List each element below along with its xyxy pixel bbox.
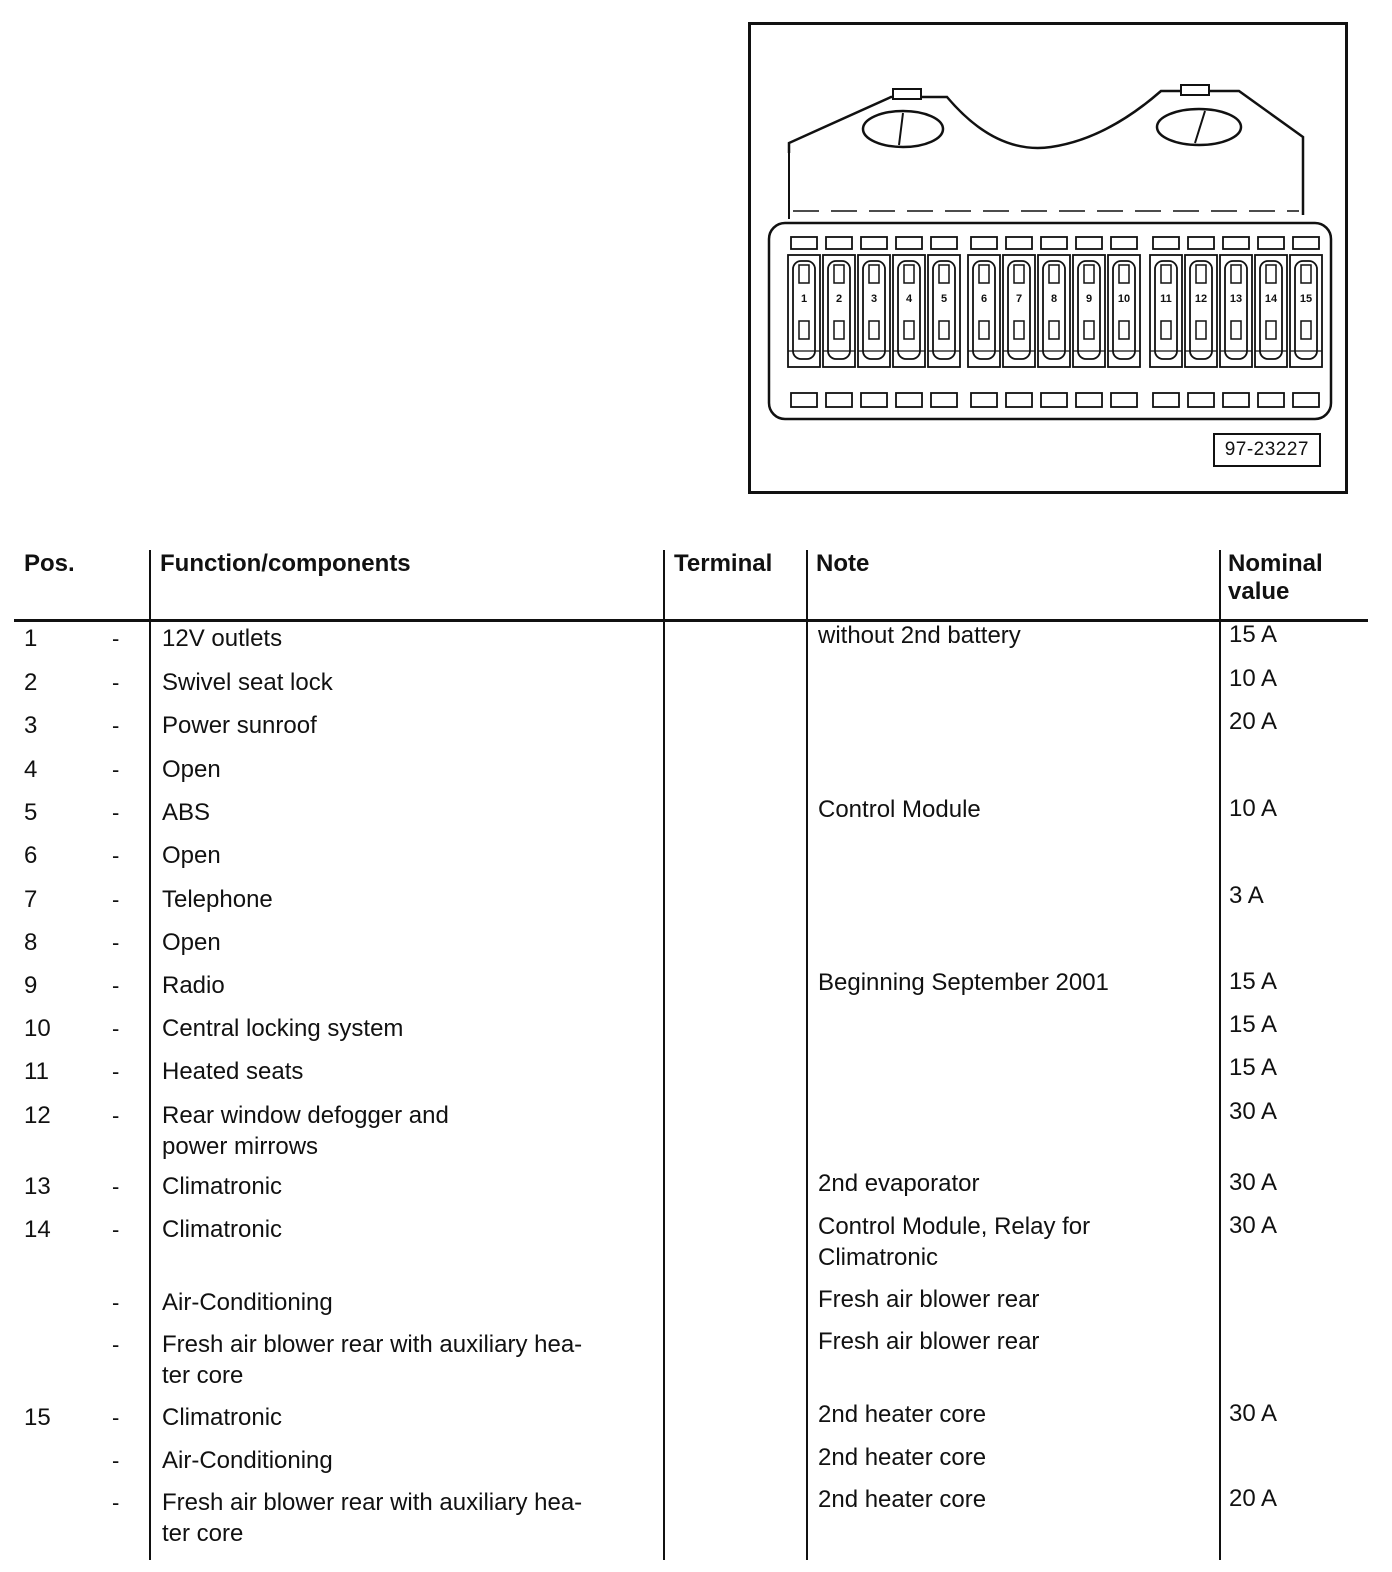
fuse-terminal-bottom	[1266, 321, 1276, 339]
fuse-terminal-top	[1161, 265, 1171, 283]
row-function: ABS	[162, 799, 211, 826]
fuse-terminal-top	[834, 265, 844, 283]
fuse-bottom-slot	[1293, 393, 1319, 407]
fuse-number-label: 3	[870, 293, 878, 305]
fuse-terminal-bottom	[1084, 321, 1094, 339]
fuse-number-label: 6	[980, 293, 988, 305]
fuse-terminal-bottom	[939, 321, 949, 339]
fuse-top-slot	[1188, 237, 1214, 249]
row-position: 9	[24, 972, 38, 999]
row-function: Climatronic	[162, 1216, 283, 1243]
row-note: 2nd heater core	[818, 1486, 987, 1513]
fuse-terminal-bottom	[1049, 321, 1059, 339]
fuse-terminal-top	[869, 265, 879, 283]
row-function: Open	[162, 756, 221, 783]
row-dash: -	[112, 626, 120, 651]
row-dash: -	[112, 1103, 120, 1128]
fuse-top-slot	[791, 237, 817, 249]
row-position: 11	[24, 1058, 49, 1085]
fuse-terminal-top	[939, 265, 949, 283]
row-function: Fresh air blower rear with auxiliary hea- ter core	[162, 1489, 583, 1547]
row-function: Air-Conditioning	[162, 1447, 333, 1474]
row-position: 14	[24, 1216, 51, 1243]
fuse-number-label: 1	[800, 293, 808, 305]
row-position: 3	[24, 712, 38, 739]
row-note: Fresh air blower rear	[818, 1286, 1040, 1313]
row-dash: -	[112, 1290, 120, 1315]
row-note: 2nd heater core	[818, 1444, 987, 1471]
fuse-bottom-slot	[971, 393, 997, 407]
fuse-terminal-bottom	[834, 321, 844, 339]
fuse-terminal-bottom	[1231, 321, 1241, 339]
fuse-number-label: 13	[1229, 293, 1243, 305]
fuse-number-label: 2	[835, 293, 843, 305]
fuse-terminal-bottom	[1119, 321, 1129, 339]
row-nominal-value: 30 A	[1229, 1212, 1278, 1239]
row-position: 5	[24, 799, 38, 826]
fuse-terminal-top	[1231, 265, 1241, 283]
row-dash: -	[112, 1448, 120, 1473]
fuse-bottom-slot	[1188, 393, 1214, 407]
row-function: Power sunroof	[162, 712, 317, 739]
fuse-bottom-slot	[791, 393, 817, 407]
row-function: Telephone	[162, 886, 273, 913]
fuse-bottom-slot	[1111, 393, 1137, 407]
fuse-number-label: 8	[1050, 293, 1058, 305]
fuse-terminal-bottom	[1196, 321, 1206, 339]
fuse-number-label: 5	[940, 293, 948, 305]
fuse-top-slot	[826, 237, 852, 249]
fuse-number-label: 4	[905, 293, 913, 305]
row-position: 10	[24, 1015, 51, 1042]
row-note: without 2nd battery	[818, 622, 1021, 649]
row-position: 4	[24, 756, 38, 783]
row-position: 1	[24, 625, 38, 652]
fuse-number-label: 11	[1160, 293, 1172, 305]
fuse-number-label: 12	[1194, 293, 1208, 305]
row-function: Open	[162, 929, 221, 956]
row-note: 2nd heater core	[818, 1401, 987, 1428]
row-nominal-value: 30 A	[1229, 1400, 1278, 1427]
fuse-terminal-bottom	[869, 321, 879, 339]
fuse-terminal-bottom	[979, 321, 989, 339]
fuse-number-label: 10	[1117, 293, 1131, 305]
row-dash: -	[112, 1217, 120, 1242]
fuse-terminal-top	[1196, 265, 1206, 283]
row-dash: -	[112, 670, 120, 695]
row-nominal-value: 15 A	[1229, 1011, 1278, 1038]
fuse-terminal-top	[799, 265, 809, 283]
bracket-tab-left	[893, 89, 921, 99]
header-terminal: Terminal	[674, 550, 773, 577]
row-function: Heated seats	[162, 1058, 304, 1085]
row-note: Fresh air blower rear	[818, 1328, 1040, 1355]
header-pos: Pos.	[24, 550, 75, 577]
fuse-top-slot	[1258, 237, 1284, 249]
header-nominal-line2: value	[1228, 578, 1290, 605]
fuse-bottom-slot	[1223, 393, 1249, 407]
header-note: Note	[816, 550, 870, 577]
row-dash: -	[112, 1405, 120, 1430]
row-position: 2	[24, 669, 38, 696]
fuse-terminal-top	[1049, 265, 1059, 283]
row-nominal-value: 10 A	[1229, 795, 1278, 822]
row-dash: -	[112, 973, 120, 998]
fuse-terminal-bottom	[1161, 321, 1171, 339]
fuse-top-slot	[1006, 237, 1032, 249]
fuse-terminal-top	[1266, 265, 1276, 283]
bracket-outline	[789, 91, 1303, 215]
fuse-terminal-bottom	[1301, 321, 1311, 339]
fuse-terminal-top	[904, 265, 914, 283]
row-dash: -	[112, 757, 120, 782]
column-rule-terminal	[663, 550, 665, 1560]
fuse-top-slot	[1041, 237, 1067, 249]
fuse-bottom-slot	[896, 393, 922, 407]
fuse-terminal-top	[1301, 265, 1311, 283]
fuse-terminal-top	[979, 265, 989, 283]
row-nominal-value: 20 A	[1229, 1485, 1278, 1512]
fuse-bottom-slot	[861, 393, 887, 407]
fuse-terminal-top	[1119, 265, 1129, 283]
row-dash: -	[112, 843, 120, 868]
fuse-top-slot	[1076, 237, 1102, 249]
fuse-number-label: 14	[1264, 293, 1278, 305]
row-position: 15	[24, 1404, 51, 1431]
fuse-top-slot	[1293, 237, 1319, 249]
row-function: Rear window defogger and power mirrows	[162, 1102, 449, 1160]
row-dash: -	[112, 1332, 120, 1357]
fuse-number-label: 9	[1085, 293, 1093, 305]
header-function: Function/components	[160, 550, 411, 577]
fuse-box-figure	[748, 22, 1348, 494]
row-position: 6	[24, 842, 38, 869]
row-nominal-value: 30 A	[1229, 1169, 1278, 1196]
row-note: Control Module	[818, 796, 981, 823]
row-nominal-value: 20 A	[1229, 708, 1278, 735]
fuse-bottom-slot	[1258, 393, 1284, 407]
fuse-bottom-slot	[1076, 393, 1102, 407]
fuse-top-slot	[1153, 237, 1179, 249]
row-function: Open	[162, 842, 221, 869]
fuse-bottom-slot	[1006, 393, 1032, 407]
row-function: Radio	[162, 972, 225, 999]
fuse-number-label: 15	[1299, 293, 1313, 305]
column-rule-note	[806, 550, 808, 1560]
row-function: 12V outlets	[162, 625, 283, 652]
row-nominal-value: 3 A	[1229, 882, 1264, 909]
row-dash: -	[112, 930, 120, 955]
header-nominal-value	[1228, 550, 1323, 606]
row-function: Swivel seat lock	[162, 669, 333, 696]
row-dash: -	[112, 1490, 120, 1515]
fuse-terminal-bottom	[799, 321, 809, 339]
row-dash: -	[112, 1059, 120, 1084]
row-position: 8	[24, 929, 38, 956]
row-nominal-value: 15 A	[1229, 968, 1278, 995]
fuse-top-slot	[971, 237, 997, 249]
fuse-terminal-bottom	[904, 321, 914, 339]
row-nominal-value: 15 A	[1229, 621, 1278, 648]
figure-code: 97-23227	[1213, 433, 1321, 467]
row-position: 7	[24, 886, 38, 913]
row-nominal-value: 30 A	[1229, 1098, 1278, 1125]
fuse-top-slot	[861, 237, 887, 249]
header-nominal-line1: Nominal	[1228, 550, 1323, 577]
row-dash: -	[112, 887, 120, 912]
row-dash: -	[112, 800, 120, 825]
row-position: 12	[24, 1102, 51, 1129]
fuse-top-slot	[1223, 237, 1249, 249]
fuse-bottom-slot	[826, 393, 852, 407]
column-rule-value	[1219, 550, 1221, 1560]
row-note: Beginning September 2001	[818, 969, 1109, 996]
row-function: Air-Conditioning	[162, 1289, 333, 1316]
row-note: Control Module, Relay for Climatronic	[818, 1213, 1091, 1271]
row-dash: -	[112, 713, 120, 738]
row-dash: -	[112, 1016, 120, 1041]
fuse-bottom-slot	[931, 393, 957, 407]
fuse-top-slot	[931, 237, 957, 249]
row-function: Central locking system	[162, 1015, 404, 1042]
fuse-top-slot	[1111, 237, 1137, 249]
row-function: Climatronic	[162, 1404, 283, 1431]
fuse-top-slot	[896, 237, 922, 249]
fuse-bottom-slot	[1041, 393, 1067, 407]
row-function: Climatronic	[162, 1173, 283, 1200]
fuse-number-label: 7	[1015, 293, 1023, 305]
fuse-terminal-top	[1084, 265, 1094, 283]
row-nominal-value: 15 A	[1229, 1054, 1278, 1081]
row-position: 13	[24, 1173, 51, 1200]
fuse-bottom-slot	[1153, 393, 1179, 407]
row-function: Fresh air blower rear with auxiliary hea- ter core	[162, 1331, 583, 1389]
bracket-tab-right	[1181, 85, 1209, 95]
column-rule-function	[149, 550, 151, 1560]
fuse-terminal-bottom	[1014, 321, 1024, 339]
row-nominal-value: 10 A	[1229, 665, 1278, 692]
fuse-box-illustration	[751, 25, 1345, 491]
fuse-terminal-top	[1014, 265, 1024, 283]
row-note: 2nd evaporator	[818, 1170, 980, 1197]
row-dash: -	[112, 1174, 120, 1199]
